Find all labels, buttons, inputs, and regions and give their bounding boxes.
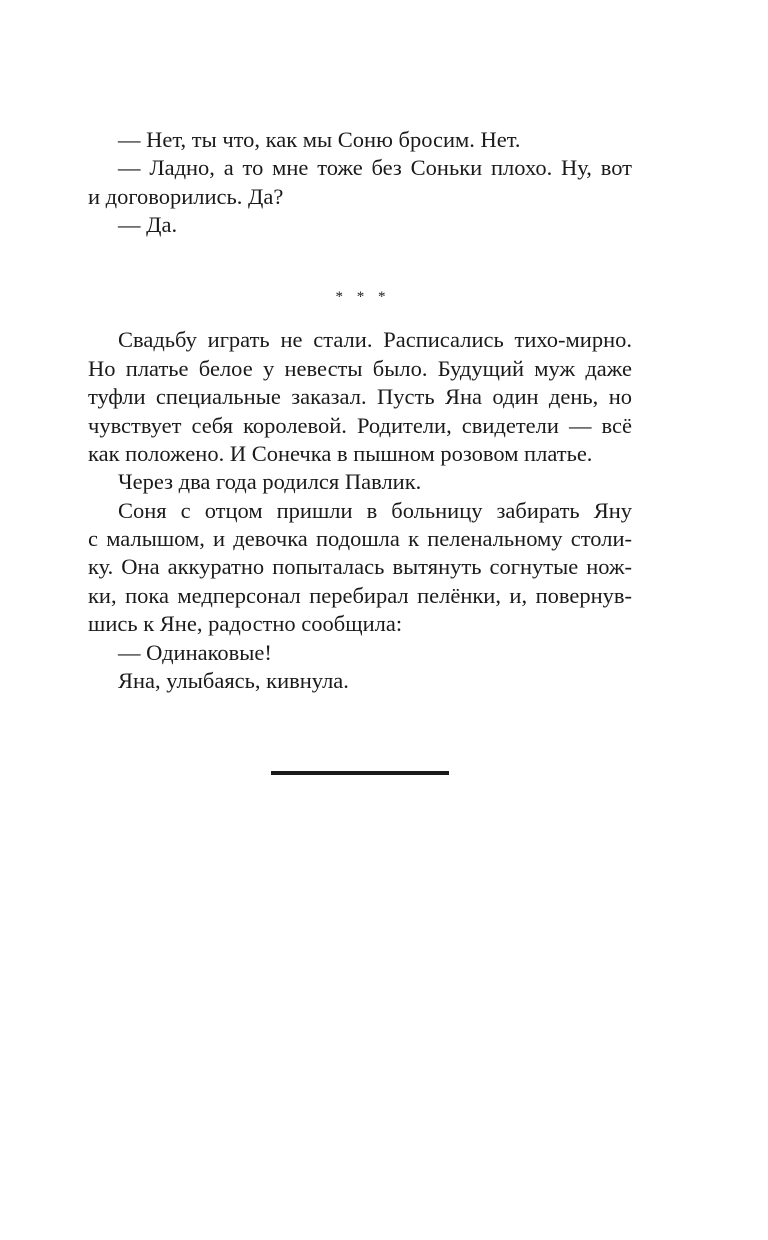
paragraph-line: шись к Яне, радостно сообщила: [88,611,403,637]
paragraph-line: чувствует себя королевой. Родители, свидетели — всё [88,412,632,438]
paragraph-line: туфли специальные заказал. Пусть Яна один день, но [88,384,632,410]
end-of-chapter-rule [271,771,449,775]
paragraph-line: ки, пока медперсонал перебирал пелёнки, и, повернув- [88,582,632,608]
book-page-text [88,126,632,695]
section-break: * * * [335,288,391,305]
paragraph-line: ку. Она аккуратно попыталась вытянуть согнутые нож- [88,554,632,580]
paragraph-line: Но платье белое у невесты было. Будущий муж даже [88,355,632,381]
paragraph-line: с малышом, и девочка подошла к пеленальному столи- [88,526,632,552]
spacer [88,240,632,268]
dialogue-line: — Да. [118,212,178,238]
paragraph-line: Яна, улыбаясь, кивнула. [118,668,349,694]
paragraph-line: Свадьбу играть не стали. Расписались тихо-мирно. [118,327,632,353]
dialogue-line: и договорились. Да? [88,183,284,209]
paragraph-line: как положено. И Сонечка в пышном розовом платье. [88,440,593,466]
dialogue-line: — Нет, ты что, как мы Соню бросим. Нет. [118,127,521,152]
dialogue-line: — Одинаковые! [118,639,272,665]
paragraph-line: Через два года родился Павлик. [118,469,422,495]
paragraph-line: Соня с отцом пришли в больницу забирать Яну [118,497,632,523]
dialogue-line: — Ладно, а то мне тоже без Соньки плохо. Ну, вот [118,155,632,181]
